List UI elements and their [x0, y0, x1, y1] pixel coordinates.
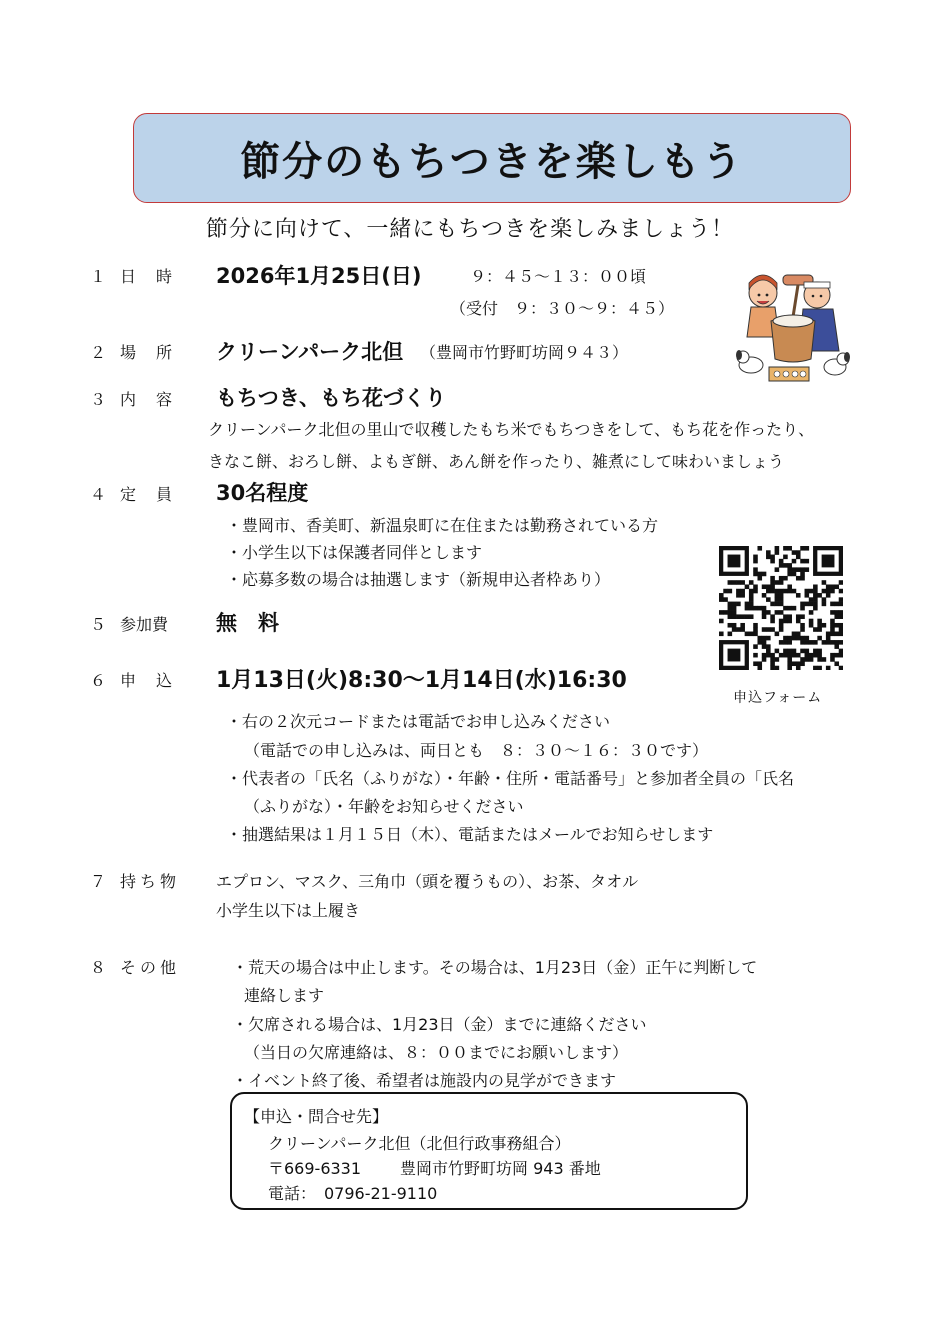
item-label-datetime: 日 時	[120, 267, 175, 286]
contact-box	[230, 1092, 748, 1210]
item-label-belongings: 持ち物	[120, 872, 181, 891]
contact-phone[interactable]: 電話： 0796-21-9110	[268, 1184, 438, 1203]
content-line: きなこ餅、おろし餅、よもぎ餅、あん餅を作ったり、雑煮にして味わいましょう	[208, 452, 785, 471]
capacity-note: ・応募多数の場合は抽選します（新規申込者枠あり）	[226, 570, 611, 589]
item-number: １	[90, 267, 107, 286]
event-date: 2026年1月25日(日)	[216, 264, 422, 288]
contact-org: クリーンパーク北但（北但行政事務組合）	[268, 1134, 571, 1153]
other-note: ・イベント終了後、希望者は施設内の見学ができます	[232, 1071, 617, 1090]
apply-period: 1月13日(火)8:30～1月14日(水)16:30	[216, 668, 627, 693]
other-note: 連絡します	[244, 986, 325, 1005]
page-title: 節分のもちつきを楽しもう	[240, 138, 744, 185]
content-line: クリーンパーク北但の里山で収穫したもち米でもちつきをして、もち花を作ったり、	[208, 420, 815, 439]
contact-heading: 【申込・問合せ先】	[244, 1107, 389, 1126]
capacity-note: ・豊岡市、香美町、新温泉町に在住または勤務されている方	[226, 516, 659, 535]
item-label-other: その他	[120, 958, 181, 977]
reception-time: （受付 ９：３０～９：４５）	[450, 299, 675, 318]
apply-note: ・右の２次元コードまたは電話でお申し込みください	[226, 712, 611, 731]
apply-note: （電話での申し込みは、両日とも ８：３０～１６：３０です）	[244, 741, 709, 760]
subtitle: 節分に向けて、一緒にもちつきを楽しみましょう！	[205, 217, 735, 242]
item-label-apply: 申 込	[120, 671, 175, 690]
capacity-value: 30名程度	[216, 481, 309, 505]
event-time: ９：４５～１３：００頃	[470, 267, 647, 286]
item-label-place: 場 所	[120, 343, 175, 362]
venue-address: （豊岡市竹野町坊岡９４３）	[420, 343, 629, 362]
contact-address: 豊岡市竹野町坊岡 943 番地	[400, 1159, 601, 1178]
qr-code[interactable]	[719, 546, 843, 670]
content-heading: もちつき、もち花づくり	[216, 386, 446, 410]
apply-note: （ふりがな）・年齢をお知らせください	[244, 797, 524, 816]
apply-note: ・代表者の「氏名（ふりがな）・年齢・住所・電話番号」と参加者全員の「氏名	[226, 769, 795, 788]
item-number: ６	[90, 671, 107, 690]
other-note: ・荒天の場合は中止します。その場合は、1月23日（金）正午に判断して	[232, 958, 758, 977]
belongings-line: エプロン、マスク、三角巾（頭を覆うもの）、お茶、タオル	[216, 872, 639, 891]
mochi-pounding-illustration	[735, 255, 850, 387]
venue-name: クリーンパーク北但	[216, 340, 404, 364]
item-number: ４	[90, 485, 107, 504]
belongings-line: 小学生以下は上履き	[216, 901, 361, 920]
fee-value: 無 料	[216, 611, 279, 635]
title-banner	[133, 113, 851, 203]
item-number: ５	[90, 615, 107, 634]
qr-caption: 申込フォーム	[733, 690, 823, 706]
item-label-content: 内 容	[120, 390, 175, 409]
contact-postal: 〒669-6331	[268, 1159, 362, 1178]
item-label-fee: 参加費	[120, 615, 169, 634]
item-number: ２	[90, 343, 107, 362]
item-number: ３	[90, 390, 107, 409]
item-number: ８	[90, 958, 107, 977]
apply-note: ・抽選結果は１月１５日（木）、電話またはメールでお知らせします	[226, 825, 714, 844]
other-note: ・欠席される場合は、1月23日（金）までに連絡ください	[232, 1015, 647, 1034]
other-note: （当日の欠席連絡は、８：００までにお願いします）	[244, 1043, 629, 1062]
capacity-note: ・小学生以下は保護者同伴とします	[226, 543, 483, 562]
item-number: ７	[90, 872, 107, 891]
item-label-capacity: 定 員	[120, 485, 175, 504]
